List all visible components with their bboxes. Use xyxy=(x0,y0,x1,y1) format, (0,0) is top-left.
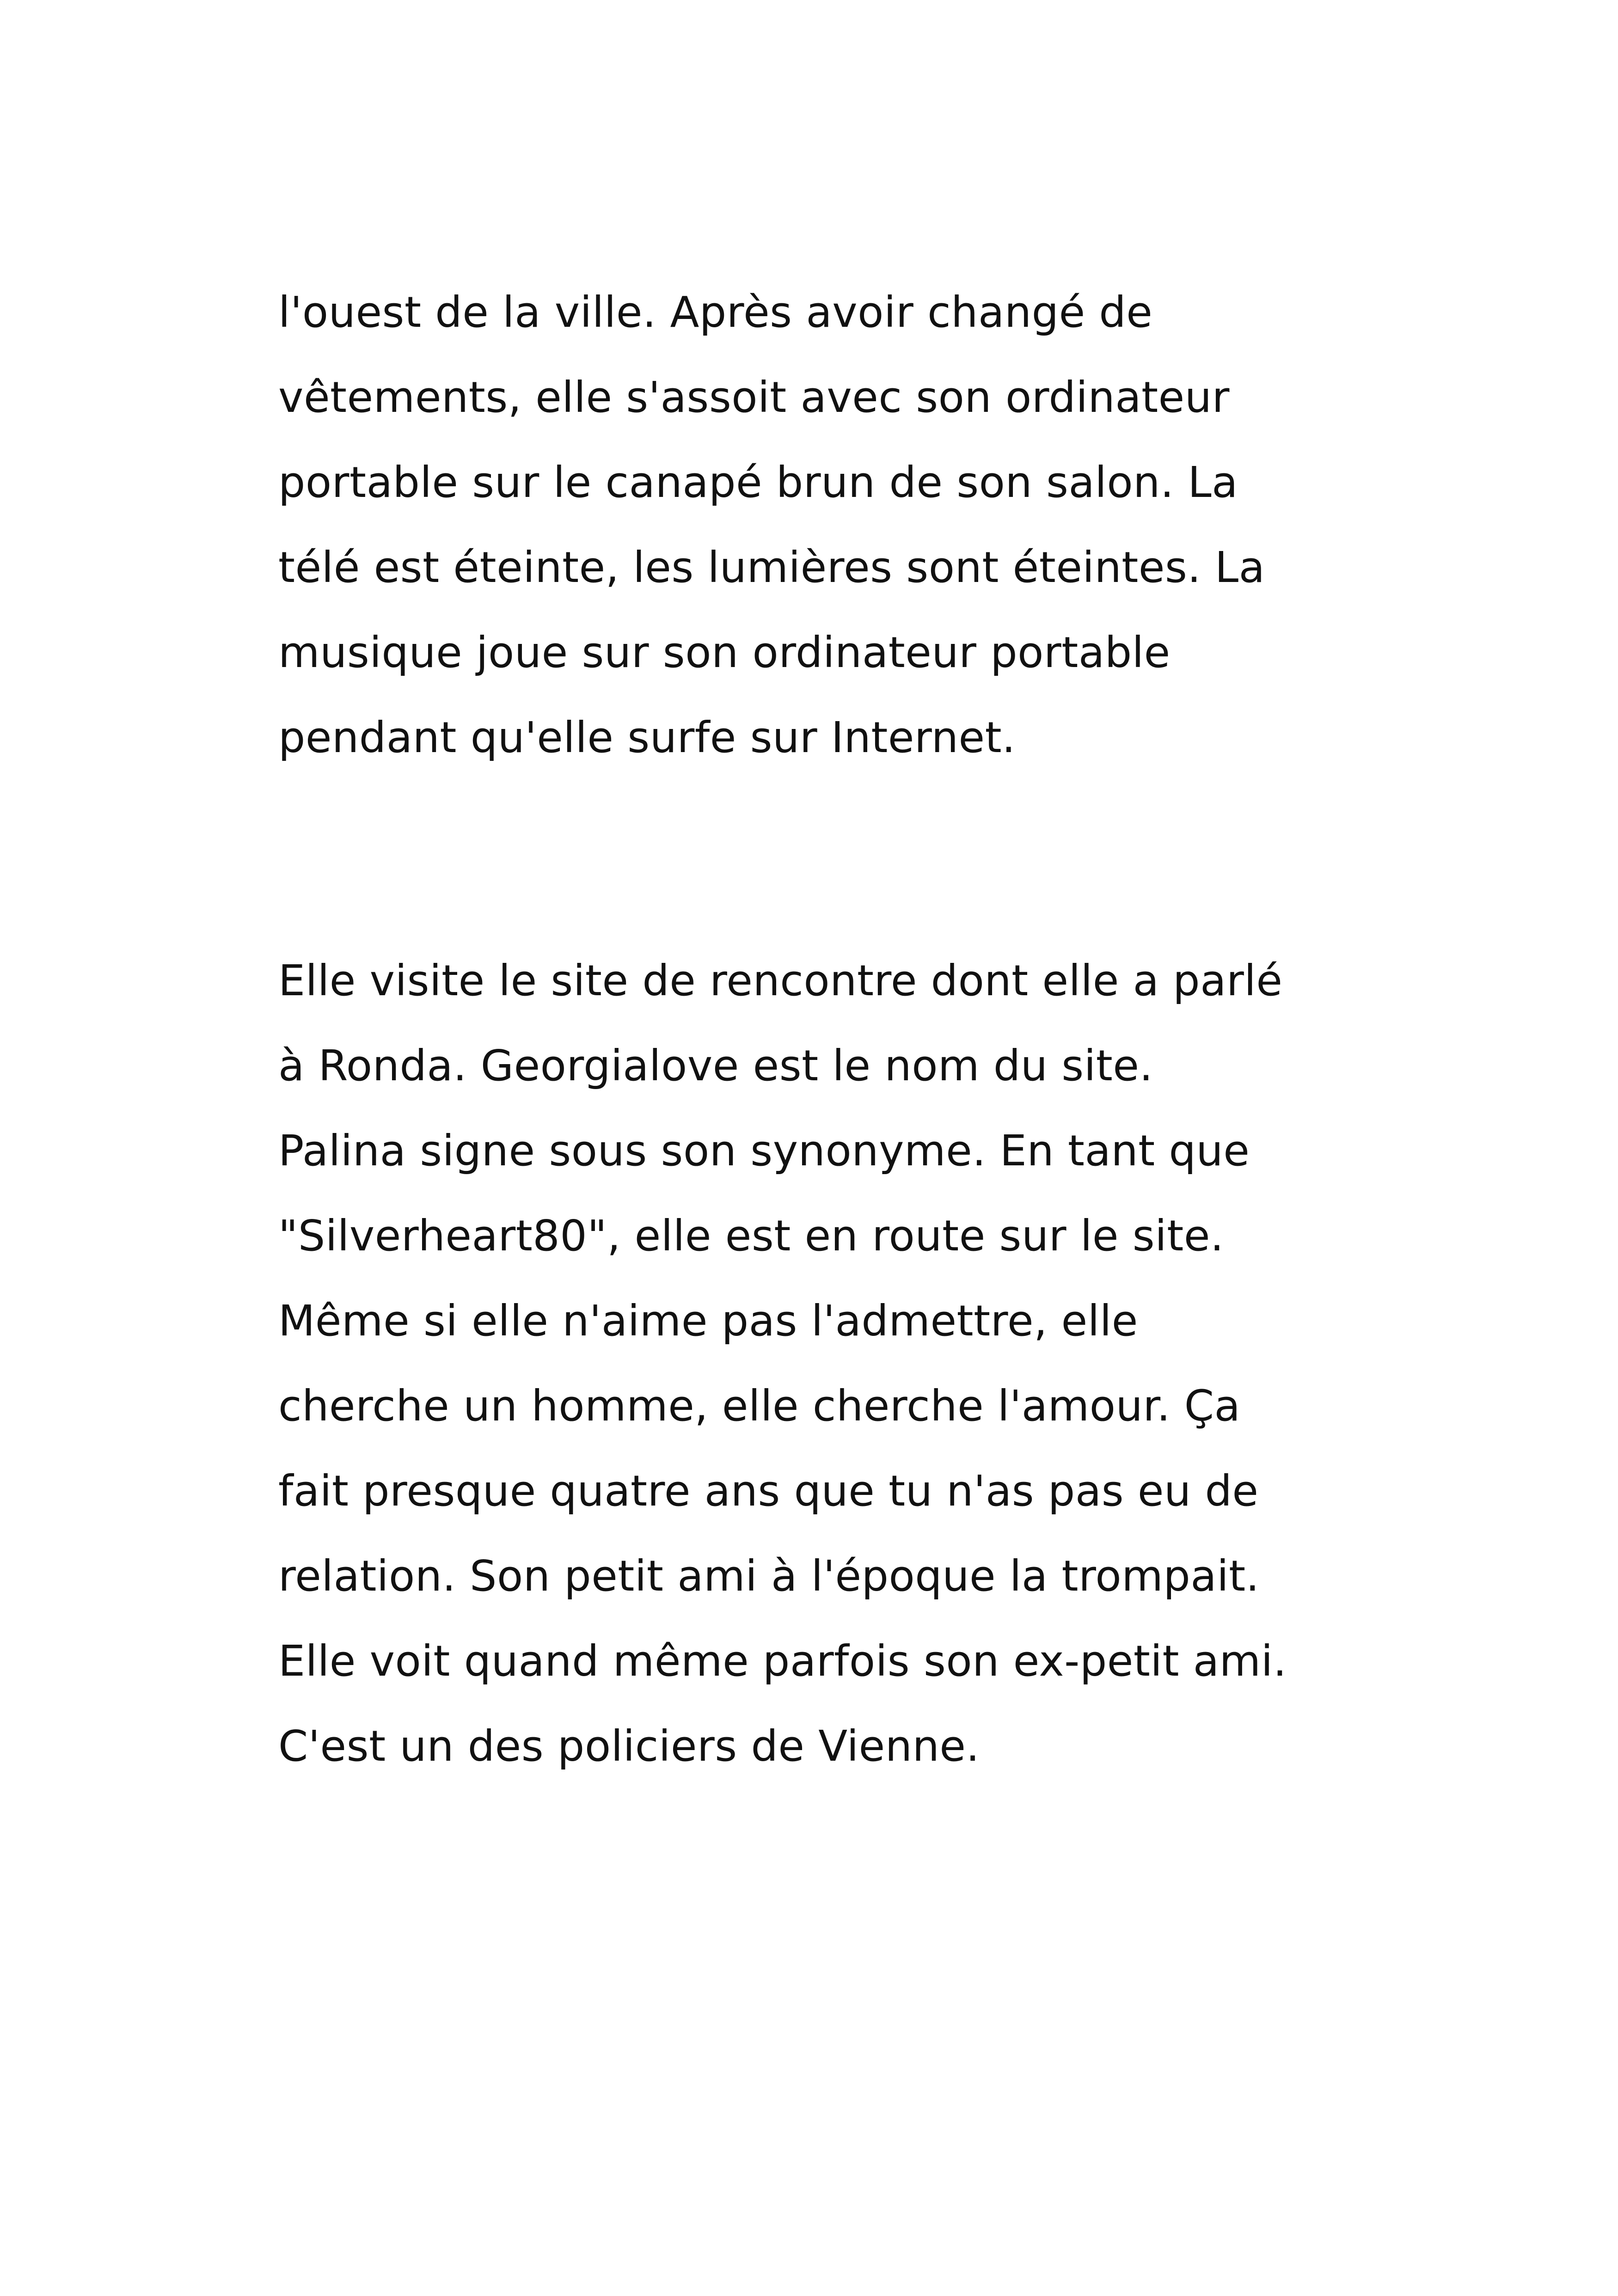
text-line: portable sur le canapé brun de son salon. La xyxy=(278,458,1238,507)
text-line: "Silverheart80", elle est en route sur le site. xyxy=(278,1211,1224,1261)
text-line: Même si elle n'aime pas l'admettre, elle xyxy=(278,1296,1138,1346)
text-line: Elle visite le site de rencontre dont elle a parlé xyxy=(278,956,1283,1005)
text-line: pendant qu'elle surfe sur Internet. xyxy=(278,713,1016,762)
text-line: C'est un des policiers de Vienne. xyxy=(278,1721,980,1771)
text-line: l'ouest de la ville. Après avoir changé de xyxy=(278,288,1153,337)
text-line: fait presque quatre ans que tu n'as pas eu de xyxy=(278,1466,1259,1516)
text-line: relation. Son petit ami à l'époque la trompait. xyxy=(278,1551,1260,1601)
paragraph-2 xyxy=(278,938,1388,1789)
text-line: vêtements, elle s'assoit avec son ordinateur xyxy=(278,373,1230,422)
text-line: à Ronda. Georgialove est le nom du site. xyxy=(278,1041,1153,1090)
text-line: cherche un homme, elle cherche l'amour. Ça xyxy=(278,1381,1241,1431)
text-line: Palina signe sous son synonyme. En tant que xyxy=(278,1126,1250,1176)
text-line: musique joue sur son ordinateur portable xyxy=(278,628,1171,677)
text-line: télé est éteinte, les lumières sont éteintes. La xyxy=(278,543,1265,592)
paragraph-1 xyxy=(278,270,1388,780)
text-line: Elle voit quand même parfois son ex-petit ami. xyxy=(278,1636,1287,1686)
